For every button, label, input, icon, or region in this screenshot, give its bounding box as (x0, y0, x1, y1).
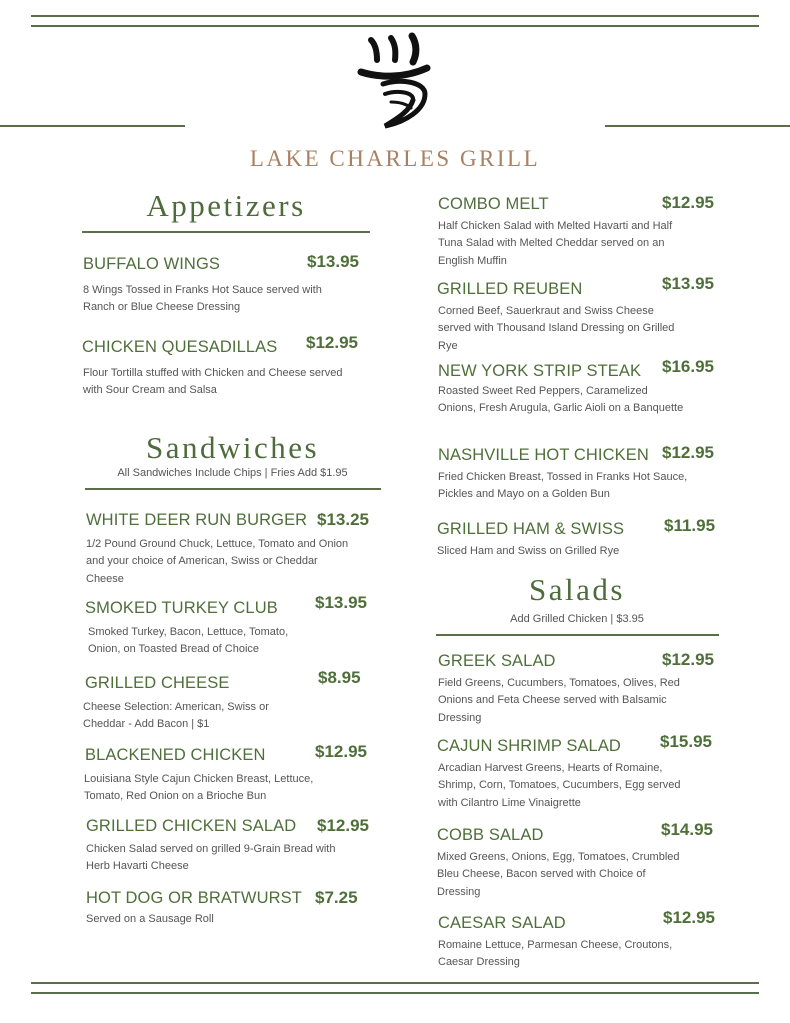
item-desc: Field Greens, Cucumbers, Tomatoes, Olives, Red Onions and Feta Cheese served with Balsamic Dressing (438, 677, 680, 724)
item-desc: Flour Tortilla stuffed with Chicken and Cheese served with Sour Cream and Salsa (83, 367, 343, 397)
item-name: COBB SALAD (437, 826, 544, 844)
top-rule-2 (31, 25, 759, 27)
item-desc: Mixed Greens, Onions, Egg, Tomatoes, Crumbled Bleu Cheese, Bacon served with Choice of Dressing (437, 851, 680, 898)
item-price: $16.95 (662, 357, 714, 376)
item-name: NASHVILLE HOT CHICKEN (438, 446, 649, 464)
item-price: $11.95 (664, 516, 716, 535)
bottom-rule-1 (31, 982, 759, 984)
salads-rule (436, 634, 719, 636)
item-desc: Arcadian Harvest Greens, Hearts of Romaine, Shrimp, Corn, Tomatoes, Cucumbers, Egg served with Cilantro Lime Vinaigrette (438, 762, 681, 809)
item-name: NEW YORK STRIP STEAK (438, 362, 642, 380)
item-desc: Half Chicken Salad with Melted Havarti and Half Tuna Salad with Melted Cheddar served on an English Muffin (438, 220, 673, 267)
item-name: SMOKED TURKEY CLUB (85, 599, 278, 617)
item-desc: Louisiana Style Cajun Chicken Breast, Lettuce, Tomato, Red Onion on a Brioche Bun (84, 773, 314, 803)
appetizers-title: Appetizers (146, 188, 306, 223)
item-price: $7.25 (315, 888, 358, 907)
item-desc: Romaine Lettuce, Parmesan Cheese, Croutons, Caesar Dressing (438, 939, 673, 969)
header-rule-right (605, 125, 790, 127)
item-name: GRILLED REUBEN (437, 280, 583, 298)
item-price: $12.95 (306, 333, 358, 352)
restaurant-name: LAKE CHARLES GRILL (249, 146, 541, 171)
sandwiches-note: All Sandwiches Include Chips | Fries Add $1.95 (117, 467, 348, 479)
item-desc: Smoked Turkey, Bacon, Lettuce, Tomato, Onion, on Toasted Bread of Choice (88, 626, 289, 656)
item-desc: Fried Chicken Breast, Tossed in Franks Hot Sauce, Pickles and Mayo on a Golden Bun (438, 471, 688, 501)
item-name: CAESAR SALAD (438, 914, 566, 932)
item-name: CHICKEN QUESADILLAS (82, 338, 278, 356)
item-price: $13.95 (315, 593, 367, 612)
item-name: GRILLED HAM & SWISS (437, 520, 625, 538)
item-desc: 8 Wings Tossed in Franks Hot Sauce served with Ranch or Blue Cheese Dressing (83, 284, 322, 314)
header-rule-left (0, 125, 185, 127)
item-name: BLACKENED CHICKEN (85, 746, 266, 764)
item-name: HOT DOG OR BRATWURST (86, 889, 302, 907)
item-price: $12.95 (662, 193, 714, 212)
item-name: GRILLED CHEESE (85, 674, 230, 692)
salads-title: Salads (529, 572, 625, 607)
item-name: CAJUN SHRIMP SALAD (437, 737, 621, 755)
item-price: $15.95 (660, 732, 712, 751)
item-desc: Roasted Sweet Red Peppers, Caramelized Onions, Fresh Arugula, Garlic Aioli on a Banquette (438, 385, 684, 415)
item-desc: Corned Beef, Sauerkraut and Swiss Cheese served with Thousand Island Dressing on Grilled Rye (438, 305, 675, 352)
item-price: $13.25 (317, 510, 369, 529)
item-name: BUFFALO WINGS (83, 255, 220, 273)
restaurant-logo-icon (355, 32, 435, 132)
item-price: $12.95 (315, 742, 367, 761)
top-rule-1 (31, 15, 759, 17)
sandwiches-rule (85, 488, 381, 490)
salads-note: Add Grilled Chicken | $3.95 (510, 613, 644, 625)
sandwiches-title: Sandwiches (145, 430, 320, 465)
item-desc: 1/2 Pound Ground Chuck, Lettuce, Tomato and Onion and your choice of American, Swiss or Cheddar Cheese (86, 538, 349, 585)
item-desc: Cheese Selection: American, Swiss or Cheddar - Add Bacon | $1 (83, 701, 269, 731)
bottom-rule-2 (31, 992, 759, 994)
item-name: WHITE DEER RUN BURGER (86, 511, 308, 529)
item-price: $12.95 (663, 908, 715, 927)
item-price: $12.95 (662, 443, 714, 462)
item-price: $14.95 (661, 820, 713, 839)
item-name: GREEK SALAD (438, 652, 556, 670)
item-price: $13.95 (662, 274, 714, 293)
appetizers-rule (82, 231, 370, 233)
item-price: $13.95 (307, 252, 359, 271)
item-desc: Sliced Ham and Swiss on Grilled Rye (437, 545, 620, 557)
item-desc: Chicken Salad served on grilled 9-Grain Bread with Herb Havarti Cheese (86, 843, 336, 873)
item-price: $12.95 (662, 650, 714, 669)
item-price: $8.95 (318, 668, 361, 687)
item-desc: Served on a Sausage Roll (86, 913, 214, 925)
item-name: COMBO MELT (438, 195, 549, 213)
item-name: GRILLED CHICKEN SALAD (86, 817, 297, 835)
item-price: $12.95 (317, 816, 369, 835)
